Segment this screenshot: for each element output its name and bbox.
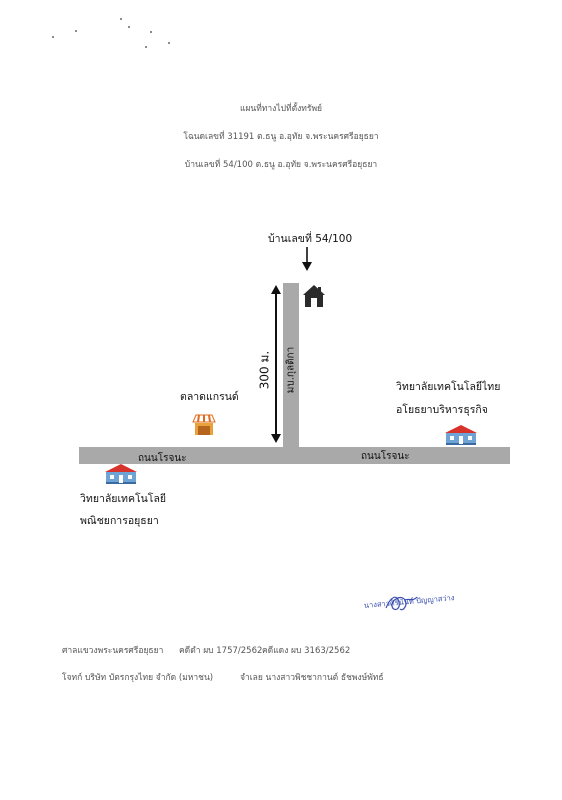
side-road-label-wrap [283, 330, 299, 410]
scan-speck [128, 26, 130, 28]
scan-speck [120, 18, 122, 20]
school-building-icon [443, 424, 479, 446]
house-icon [301, 283, 327, 309]
college-right-name: วิทยาลัยเทคโนโลยีไทย [396, 381, 501, 393]
signature-name: นางสาวศิรินันท์ ปัญญาสว่าง [363, 593, 455, 610]
distance-label-wrap [255, 345, 275, 395]
college-left-name: วิทยาลัยเทคโนโลยี [80, 493, 167, 505]
deed-info: โฉนดเลขที่ 31191 ต.ธนู อ.อุทัย จ.พระนครศรีอยุธยา [183, 132, 379, 142]
college-right-name-2: อโยธยาบริหารธุรกิจ [396, 404, 488, 416]
distance-label: 300 ม. [257, 350, 272, 390]
court-name: ศาลแขวงพระนครศรีอยุธยา [62, 646, 164, 656]
black-case-number: คดีดำ ผบ 1757/2562 [179, 646, 263, 656]
down-arrow-icon [300, 246, 314, 272]
college-left-name-2: พณิชยการอยุธยา [80, 515, 159, 527]
market-stall-icon [192, 413, 216, 437]
red-case-number: คดีแดง ผบ 3163/2562 [262, 646, 351, 656]
side-road-label: มบ.กุลติกา [285, 346, 297, 394]
map-title: แผนที่ทางไปที่ตั้งทรัพย์ [239, 104, 323, 114]
signature-name-wrap [363, 593, 474, 614]
house-number-label: บ้านเลขที่ 54/100 [268, 233, 353, 245]
address-info: บ้านเลขที่ 54/100 ต.ธนู อ.อุทัย จ.พระนครศรีอยุธยา [184, 160, 378, 170]
market-label: ตลาดแกรนด์ [180, 391, 239, 403]
plaintiff: โจทก์ บริษัท บัตรกรุงไทย จำกัด (มหาชน) [62, 673, 214, 683]
scan-speck [150, 31, 152, 33]
main-road-label-right: ถนนโรจนะ [361, 451, 410, 462]
scan-speck [75, 30, 77, 32]
scan-speck [145, 46, 147, 48]
scan-speck [168, 42, 170, 44]
scan-speck [52, 36, 54, 38]
school-building-icon [103, 463, 139, 485]
main-road-label-left: ถนนโรจนะ [138, 453, 187, 464]
defendant: จำเลย นางสาวพิชชากานต์ ธัชพงษ์พัทธ์ [240, 673, 384, 683]
